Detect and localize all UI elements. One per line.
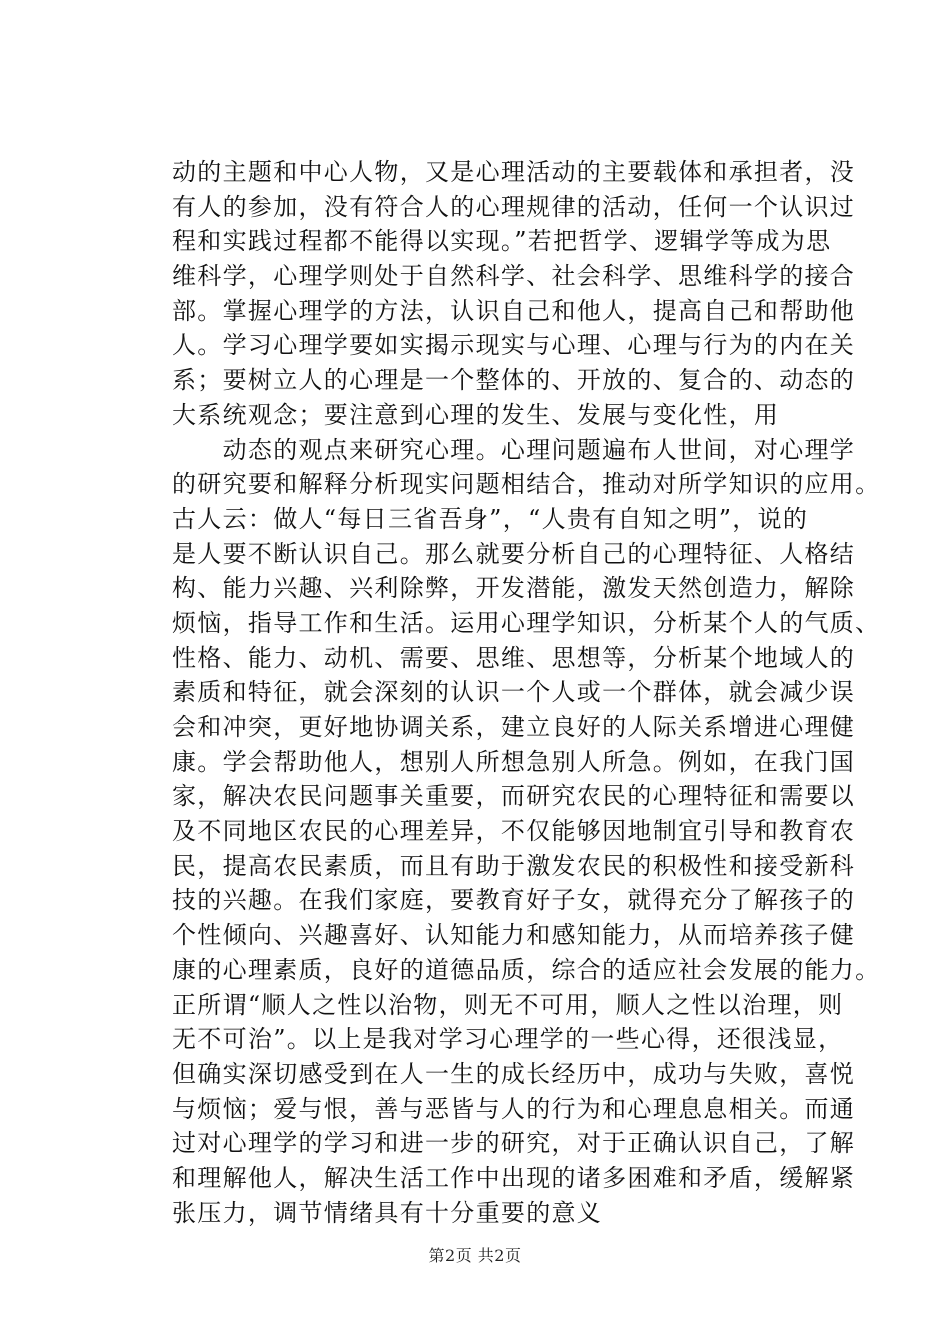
text-line: 和理解他人，解决生活工作中出现的诸多困难和矛盾，缓解紧 — [172, 1163, 856, 1192]
text-line: 的研究要和解释分析现实问题相结合，推动对所学知识的应用。 — [172, 470, 881, 499]
text-line: 张压力，调节情绪具有十分重要的意义 — [172, 1198, 603, 1227]
text-line: 康。学会帮助他人，想别人所想急别人所急。例如，在我门国 — [172, 747, 856, 776]
text-line: 与烦恼；爱与恨，善与恶皆与人的行为和心理息息相关。而通 — [172, 1094, 856, 1123]
text-line: 人。学习心理学要如实揭示现实与心理、心理与行为的内在关 — [172, 331, 856, 360]
text-line: 正所谓“顺人之性以治物，则无不可用，顺人之性以治理，则 — [172, 990, 844, 1019]
text-line: 及不同地区农民的心理差异，不仅能够因地制宜引导和教育农 — [172, 817, 856, 846]
text-line: 素质和特征，就会深刻的认识一个人或一个群体，就会减少误 — [172, 678, 856, 707]
text-line: 过对心理学的学习和进一步的研究，对于正确认识自己，了解 — [172, 1129, 856, 1158]
text-line: 个性倾向、兴趣喜好、认知能力和感知能力，从而培养孩子健 — [172, 921, 856, 950]
text-line: 家，解决农民问题事关重要，而研究农民的心理特征和需要以 — [172, 782, 856, 811]
text-line: 部。掌握心理学的方法，认识自己和他人，提高自己和帮助他 — [172, 296, 856, 325]
text-line: 会和冲突，更好地协调关系，建立良好的人际关系增进心理健 — [172, 713, 856, 741]
text-line: 动的主题和中心人物，又是心理活动的主要载体和承担者，没 — [172, 158, 856, 186]
text-line: 系；要树立人的心理是一个整体的、开放的、复合的、动态的 — [172, 366, 856, 395]
text-line: 性格、能力、动机、需要、思维、思想等，分析某个地域人的 — [172, 643, 856, 672]
body-text — [172, 155, 881, 1230]
text-line: 古人云：做人“每日三省吾身”，“人贵有自知之明”，说的 — [172, 504, 809, 533]
text-line: 技的兴趣。在我们家庭，要教育好子女，就得充分了解孩子的 — [172, 886, 856, 915]
text-line: 是人要不断认识自己。那么就要分析自己的心理特征、人格结 — [172, 539, 856, 568]
text-line: 构、能力兴趣、兴利除弊，开发潜能，激发天然创造力，解除 — [172, 574, 856, 603]
text-line: 但确实深切感受到在人一生的成长经历中，成功与失败，喜悦 — [172, 1059, 856, 1088]
text-line: 动态的观点来研究心理。心理问题遍布人世间，对心理学 — [172, 435, 856, 464]
text-line: 大系统观念；要注意到心理的发生、发展与变化性，用 — [172, 400, 780, 429]
text-line: 烦恼，指导工作和生活。运用心理学知识，分析某个人的气质、 — [172, 608, 881, 637]
text-line: 程和实践过程都不能得以实现。”若把哲学、逻辑学等成为思 — [172, 227, 832, 256]
text-line: 民，提高农民素质，而且有助于激发农民的积极性和接受新科 — [172, 851, 856, 880]
text-line: 无不可治”。以上是我对学习心理学的一些心得，还很浅显， — [172, 1025, 844, 1054]
page-footer: 第2页 共2页 — [428, 1246, 522, 1265]
text-line: 维科学，心理学则处于自然科学、社会科学、思维科学的接合 — [172, 262, 856, 291]
text-line: 有人的参加，没有符合人的心理规律的活动，任何一个认识过 — [172, 192, 856, 221]
text-line: 康的心理素质，良好的道德品质，综合的适应社会发展的能力。 — [172, 955, 881, 984]
